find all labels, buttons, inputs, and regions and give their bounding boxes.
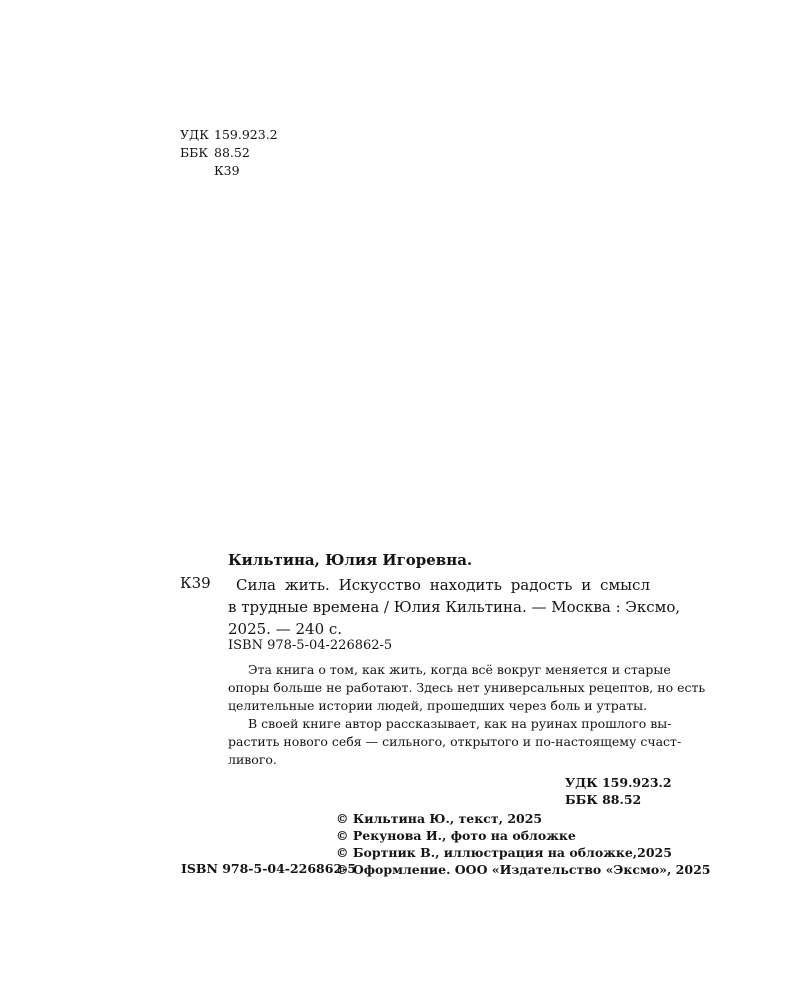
copyright-line: © Бортник В., иллюстрация на обложке,2025 [336, 845, 672, 860]
title-imprint [228, 574, 681, 640]
annotation [228, 661, 706, 769]
author-sign-row [180, 162, 278, 180]
author-sign-code: К39 [180, 574, 211, 592]
bbk-label: ББК [180, 145, 209, 160]
annotation-line: Эта книга о том, как жить, когда всё вокруг меняется и старые [248, 662, 671, 677]
udk-label: УДК [180, 127, 209, 142]
copyright-line: © Рекунова И., фото на обложке [336, 828, 576, 843]
classification-block-bottom [565, 774, 672, 808]
udk-value: 159.923.2 [214, 127, 278, 142]
isbn-main: ISBN 978-5-04-226862-5 [228, 638, 393, 653]
bbk-row [180, 144, 278, 162]
title-line: в трудные времена / Юлия Кильтина. — Москва : Эксмо, [228, 598, 681, 616]
isbn-bottom: ISBN 978-5-04-226862-5 [181, 861, 357, 876]
udk-bottom: УДК 159.923.2 [565, 775, 672, 790]
annotation-line: опоры больше не работают. Здесь нет универсальных рецептов, но есть [228, 680, 706, 695]
bbk-value: 88.52 [214, 145, 250, 160]
annotation-line: ливого. [228, 752, 277, 767]
annotation-line: целительные истории людей, прошедших через боль и утраты. [228, 698, 648, 713]
bbk-bottom: ББК 88.52 [565, 792, 642, 807]
copyright-line: © Кильтина Ю., текст, 2025 [336, 811, 543, 826]
annotation-line: В своей книге автор рассказывает, как на руинах прошлого вы- [248, 716, 672, 731]
title-line: Сила жить. Искусство находить радость и смысл [236, 576, 650, 594]
annotation-line: растить нового себя — сильного, открытого и по-настоящему счаст- [228, 734, 682, 749]
copyright-block [336, 810, 710, 878]
title-line: 2025. — 240 с. [228, 620, 343, 638]
copyright-line: © Оформление. ООО «Издательство «Эксмо», 2025 [336, 862, 711, 877]
classification-block-top [180, 126, 278, 180]
udk-row [180, 126, 278, 144]
author-heading: Кильтина, Юлия Игоревна. [228, 551, 473, 569]
author-sign-top: К39 [214, 163, 240, 178]
